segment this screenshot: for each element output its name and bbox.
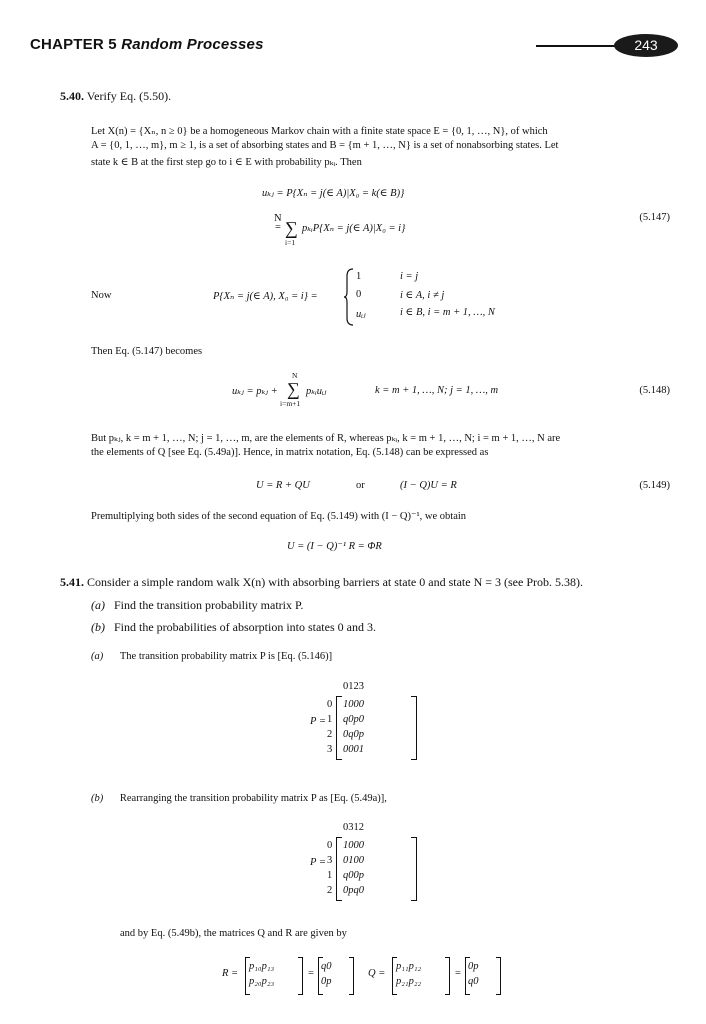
question-b (91, 620, 376, 635)
matrix-cell: 1 (343, 699, 349, 710)
equation-number: (5.149) (639, 480, 670, 491)
matrix-row-labels (327, 838, 332, 898)
matrix-body (343, 697, 364, 757)
row-label: 3 (327, 744, 333, 755)
matrix-eq: = (455, 968, 461, 979)
matrix-cell: 1 (343, 840, 349, 851)
case-condition: i ∈ B, i = m + 1, …, N (400, 307, 495, 318)
text-line: Premultiplying both sides of the second equation of Eq. (5.149) with (I − Q)⁻¹, we obtain (91, 511, 467, 522)
matrix-body (468, 959, 479, 989)
page-number-badge: 243 (614, 34, 678, 57)
row-label: 2 (327, 729, 333, 740)
matrix-row-labels (327, 697, 332, 757)
case-condition: i = j (400, 271, 419, 282)
problem-number: 5.41. (60, 575, 84, 589)
problem-statement: Consider a simple random walk X(n) with absorbing barriers at state 0 and state N = 3 (see Prob. 5.38). (87, 575, 583, 589)
left-bracket (336, 837, 342, 901)
sigma-icon: ∑ (287, 379, 300, 399)
matrix-cell: 0 (353, 699, 359, 710)
matrix-cell: q (348, 729, 354, 740)
right-bracket (298, 957, 303, 995)
matrix-cell: 1 (358, 744, 364, 755)
matrix-lhs: R = (222, 968, 239, 979)
text-line: Then Eq. (5.147) becomes (91, 346, 203, 357)
left-bracket (336, 696, 342, 760)
row-label: 1 (327, 714, 333, 725)
sum-sign-bottom: i=1 (285, 238, 296, 247)
text-line: state k ∈ B at the first step go to i ∈ E with probability pₖᵢ. Then (91, 157, 362, 168)
matrix-body (343, 838, 364, 898)
matrix-cell: 0 (358, 855, 364, 866)
solution-label: (a) (91, 651, 104, 662)
equation-5-147-line1: uₖⱼ = P{Xₙ = j(∈ A)|X₀ = k(∈ B)} (262, 188, 405, 199)
case-value: uᵢⱼ (356, 309, 366, 320)
matrix-body (396, 959, 421, 989)
matrix-cell: 0 (343, 855, 349, 866)
matrix-cell: p₂₁ (396, 976, 409, 987)
matrix-cell: p₁₂ (408, 961, 422, 972)
matrix-cell: q (468, 976, 474, 987)
matrix-cell: 0 (353, 840, 359, 851)
question-text: Find the probabilities of absorption into states 0 and 3. (114, 620, 376, 634)
matrix-cell: 0 (348, 840, 354, 851)
text-line: Let X(n) = {Xₙ, n ≥ 0} be a homogeneous Markov chain with a finite state space E = {0, 1, …, N}, of which (91, 126, 548, 137)
matrix-cell: 0 (326, 961, 332, 972)
text-now: Now (91, 290, 112, 301)
matrix-cell: 0 (343, 729, 349, 740)
matrix-cell: 0 (343, 885, 349, 896)
row-label: 3 (327, 855, 333, 866)
question-a (91, 598, 303, 613)
matrix-cell: p₂₃ (261, 976, 275, 987)
matrix-column-labels (343, 820, 364, 835)
equation-5-148-lhs: uₖⱼ = pₖⱼ + (232, 386, 278, 397)
text-line: the elements of Q [see Eq. (5.49a)]. Hence, in matrix notation, Eq. (5.148) can be expressed as (91, 447, 489, 458)
case-condition: i ∈ A, i ≠ j (400, 290, 445, 301)
matrix-cell: q (343, 870, 349, 881)
sigma-icon: ∑ (285, 218, 298, 238)
matrix-cell: q (321, 961, 327, 972)
matrix-cell: 0 (358, 840, 364, 851)
right-bracket (349, 957, 354, 995)
matrix-cell: p (353, 714, 359, 725)
matrix-cell: p₁₀ (249, 961, 262, 972)
question-label: (a) (91, 598, 105, 612)
matrix-cell: 0 (353, 855, 359, 866)
equation-or: or (356, 480, 365, 491)
col-label: 1 (348, 681, 354, 692)
solution-label: (b) (91, 793, 104, 804)
right-bracket (496, 957, 501, 995)
matrix-cell: p (358, 729, 364, 740)
matrix-cell: p (326, 976, 332, 987)
matrix-lhs: Q = (368, 968, 386, 979)
matrix-eq: = (308, 968, 314, 979)
equation-5-148-condition: k = m + 1, …, N; j = 1, …, m (375, 385, 499, 396)
matrix-body (249, 959, 274, 989)
col-label: 2 (353, 681, 359, 692)
matrix-cell: 0 (348, 744, 354, 755)
sum-sign-top: N (274, 213, 282, 224)
matrix-cell: p (348, 885, 354, 896)
matrix-lhs: P = (310, 716, 326, 727)
matrix-cell: 0 (348, 699, 354, 710)
matrix-cell: 0 (473, 976, 479, 987)
problem-5-41-heading (60, 575, 583, 590)
right-bracket (411, 837, 417, 901)
chapter-header (30, 36, 264, 53)
matrix-lhs: P = (310, 857, 326, 868)
equation-5-147-line2: pₖᵢP{Xₙ = j(∈ A)|X₀ = i} (302, 223, 406, 234)
question-label: (b) (91, 620, 105, 634)
chapter-number: CHAPTER 5 (30, 36, 117, 53)
matrix-cell: p₁₁ (396, 961, 409, 972)
matrix-cell: p₂₀ (249, 976, 262, 987)
matrix-cell: 0 (321, 976, 327, 987)
case-value: 1 (356, 271, 362, 282)
equation-5-148-rhs: pₖᵢuᵢⱼ (306, 386, 327, 397)
sum-sign-top: N (292, 371, 298, 380)
problem-title: Verify Eq. (5.50). (86, 89, 172, 103)
matrix-cell: 0 (353, 729, 359, 740)
row-label: 0 (327, 840, 333, 851)
matrix-cell: 0 (348, 870, 354, 881)
col-label: 0 (343, 822, 349, 833)
problem-number: 5.40. (60, 89, 84, 103)
col-label: 0 (343, 681, 349, 692)
sum-sign-bottom: i=m+1 (280, 399, 301, 408)
chapter-title: Random Processes (121, 36, 264, 53)
matrix-cell: 0 (353, 744, 359, 755)
text-line: A = {0, 1, …, m}, m ≥ 1, is a set of absorbing states and B = {m + 1, …, N} is a set of nonabsorbing states. Let (91, 140, 559, 151)
matrix-body (321, 959, 332, 989)
solution-text: Rearranging the transition probability matrix P as [Eq. (5.49a)], (119, 793, 387, 804)
solution-text: The transition probability matrix P is [Eq. (5.146)] (119, 651, 333, 662)
matrix-cell: p (358, 870, 364, 881)
matrix-column-labels (343, 679, 364, 694)
matrix-cell: q (353, 885, 359, 896)
equation-number: (5.147) (639, 212, 670, 223)
matrix-cell: 0 (358, 885, 364, 896)
solution-a (91, 651, 332, 662)
right-bracket (411, 696, 417, 760)
text-line: and by Eq. (5.49b), the matrices Q and R are given by (120, 928, 347, 939)
equation-5-147-eq: = (275, 222, 281, 233)
col-label: 2 (358, 822, 364, 833)
matrix-cell: 0 (358, 699, 364, 710)
problem-5-40-heading (60, 89, 171, 104)
final-equation: U = (I − Q)⁻¹ R = ΦR (287, 541, 382, 552)
equation-number: (5.148) (639, 385, 670, 396)
row-label: 2 (327, 885, 333, 896)
cases-lhs: P{Xₙ = j(∈ A), X₀ = i} = (213, 291, 318, 302)
case-value: 0 (356, 289, 362, 300)
text-line: But pₖⱼ, k = m + 1, …, N; j = 1, …, m, are the elements of R, whereas pₖᵢ, k = m + 1, …, N; i = m + 1, …, N are (91, 433, 561, 444)
row-label: 1 (327, 870, 333, 881)
right-bracket (445, 957, 450, 995)
solution-b (91, 793, 387, 804)
matrix-cell: 0 (358, 714, 364, 725)
question-text: Find the transition probability matrix P. (114, 598, 304, 612)
col-label: 3 (348, 822, 354, 833)
matrix-cell: q (343, 714, 349, 725)
matrix-cell: 0 (353, 870, 359, 881)
matrix-cell: p₁₃ (261, 961, 275, 972)
row-label: 0 (327, 699, 333, 710)
matrix-cell: 0 (343, 744, 349, 755)
equation-5-149a: U = R + QU (256, 480, 310, 491)
matrix-cell: p (473, 961, 479, 972)
matrix-cell: 0 (348, 714, 354, 725)
left-brace-icon (343, 268, 355, 326)
col-label: 3 (358, 681, 364, 692)
equation-5-149b: (I − Q)U = R (400, 480, 457, 491)
matrix-cell: 1 (348, 855, 354, 866)
matrix-cell: 0 (468, 961, 474, 972)
col-label: 1 (353, 822, 359, 833)
matrix-cell: p₂₂ (408, 976, 422, 987)
